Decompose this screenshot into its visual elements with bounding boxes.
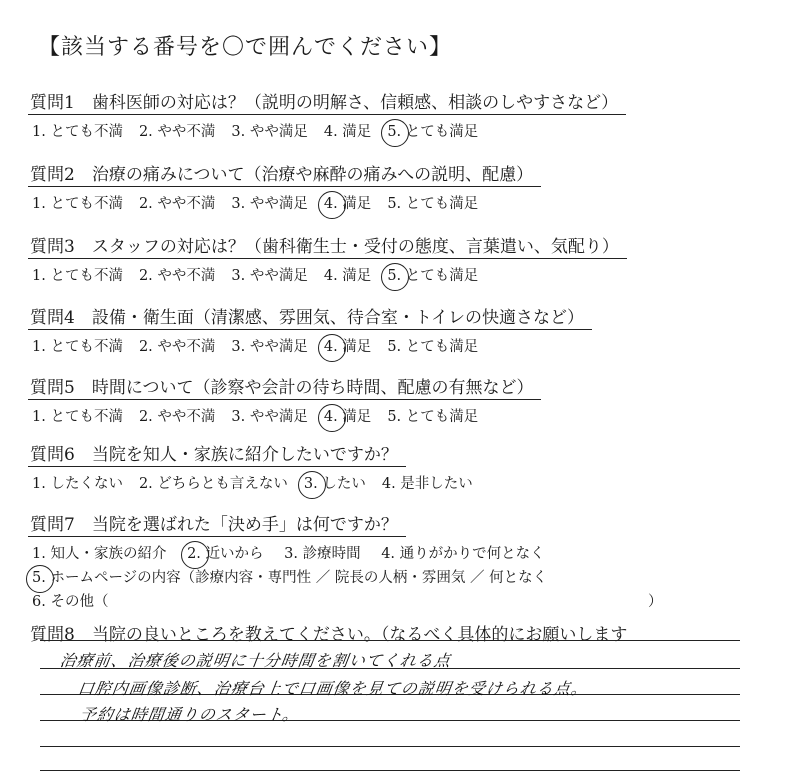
q2-option-5[interactable]: 5. とても満足: [387, 196, 479, 212]
q6-option-4[interactable]: 4. 是非したい: [381, 476, 473, 492]
q3-option-2[interactable]: 2. やや不満: [138, 268, 216, 284]
q1-option-1[interactable]: 1. とても不満: [32, 124, 123, 140]
question-4: [28, 303, 728, 356]
q5-option-4[interactable]: 4. 満足: [323, 409, 372, 425]
q1-option-4[interactable]: 4. 満足: [323, 124, 372, 140]
separator: ／: [469, 570, 485, 586]
question-8: [28, 620, 728, 646]
question-5: [28, 373, 728, 426]
q7-option-5[interactable]: 5. ホームページの内容（診療内容・専門性: [32, 570, 312, 586]
question-7-options-line3: [28, 590, 728, 611]
q2-option-2[interactable]: 2. やや不満: [138, 196, 216, 212]
question-4-options: [28, 335, 728, 356]
q4-option-5[interactable]: 5. とても満足: [387, 339, 479, 355]
q3-option-4[interactable]: 4. 満足: [323, 268, 372, 284]
q7-option-4[interactable]: 4. 通りがかりで何となく: [381, 546, 545, 562]
q4-option-1[interactable]: 1. とても不満: [32, 339, 123, 355]
q7-option-6[interactable]: 6. その他（: [32, 594, 109, 610]
question-2-title: 質問2 治療の痛みについて（治療や麻酔の痛みへの説明、配慮）: [28, 160, 541, 187]
question-5-title: 質問5 時間について（診察や会計の待ち時間、配慮の有無など）: [28, 373, 541, 400]
q5-option-5[interactable]: 5. とても満足: [387, 409, 479, 425]
q2-option-1[interactable]: 1. とても不満: [32, 196, 123, 212]
question-1-options: [28, 120, 728, 141]
question-3-title: 質問3 スタッフの対応は？（歯科衛生士・受付の態度、言葉遣い、気配り）: [28, 232, 627, 259]
question-8-title: 質問8 当院の良いところを教えてください。（なるべく具体的にお願いします: [30, 625, 628, 645]
q4-option-3[interactable]: 3. やや満足: [231, 339, 308, 355]
q3-option-1[interactable]: 1. とても不満: [32, 268, 123, 284]
q4-option-4[interactable]: 4. 満足: [323, 339, 372, 355]
q5-option-2[interactable]: 2. やや不満: [138, 409, 216, 425]
q7-option-1[interactable]: 1. 知人・家族の紹介: [32, 546, 167, 562]
question-2-options: [28, 192, 728, 213]
question-1-title: 質問1 歯科医師の対応は？（説明の明解さ、信頼感、相談のしやすさなど）: [28, 88, 626, 115]
q2-option-3[interactable]: 3. やや満足: [231, 196, 308, 212]
q7-option-5c[interactable]: 何となく: [489, 570, 548, 586]
question-4-title: 質問4 設備・衛生面（清潔感、雰囲気、待合室・トイレの快適さなど）: [28, 303, 592, 330]
question-2: [28, 160, 728, 213]
q4-option-2[interactable]: 2. やや不満: [138, 339, 216, 355]
question-1: [28, 88, 728, 141]
answer-line: [40, 770, 740, 771]
question-3-options: [28, 264, 728, 285]
q3-option-5[interactable]: 5. とても満足: [387, 268, 479, 284]
q1-option-5[interactable]: 5. とても満足: [387, 124, 479, 140]
question-3: [28, 232, 728, 285]
q6-option-3[interactable]: 3. したい: [303, 476, 366, 492]
question-7-options-line2: [28, 566, 728, 587]
q1-option-2[interactable]: 2. やや不満: [138, 124, 216, 140]
close-paren: ）: [648, 594, 663, 610]
q5-option-1[interactable]: 1. とても不満: [32, 409, 123, 425]
question-6-options: [28, 472, 728, 493]
q6-option-1[interactable]: 1. したくない: [32, 476, 123, 492]
answer-line: [40, 746, 740, 747]
q7-option-5b[interactable]: 院長の人柄・雰囲気: [334, 570, 466, 586]
question-6-title: 質問6 当院を知人・家族に紹介したいですか？: [28, 440, 406, 467]
handwritten-answer-1: 治療前、治療後の説明に十分時間を割いてくれる点: [58, 651, 453, 670]
q1-option-3[interactable]: 3. やや満足: [231, 124, 308, 140]
q6-option-2[interactable]: 2. どちらとも言えない: [138, 476, 288, 492]
page-title: 【該当する番号を〇で囲んでください】: [38, 35, 453, 60]
q7-option-3[interactable]: 3. 診療時間: [284, 546, 361, 562]
q3-option-3[interactable]: 3. やや満足: [231, 268, 308, 284]
question-5-options: [28, 405, 728, 426]
question-7-title: 質問7 当院を選ばれた「決め手」は何ですか？: [28, 510, 406, 537]
handwritten-answer-3: 予約は時間通りのスタート。: [78, 705, 301, 724]
separator: ／: [315, 570, 331, 586]
question-7-options-line1: [28, 542, 728, 563]
answer-line: [40, 640, 740, 641]
q2-option-4[interactable]: 4. 満足: [323, 196, 372, 212]
q7-option-2[interactable]: 2. 近いから: [187, 546, 264, 562]
q5-option-3[interactable]: 3. やや満足: [231, 409, 308, 425]
question-7: [28, 510, 728, 611]
handwritten-answer-2: 口腔内画像診断、治療台上で口画像を見ての説明を受けられる点。: [76, 679, 590, 698]
question-6: [28, 440, 728, 493]
